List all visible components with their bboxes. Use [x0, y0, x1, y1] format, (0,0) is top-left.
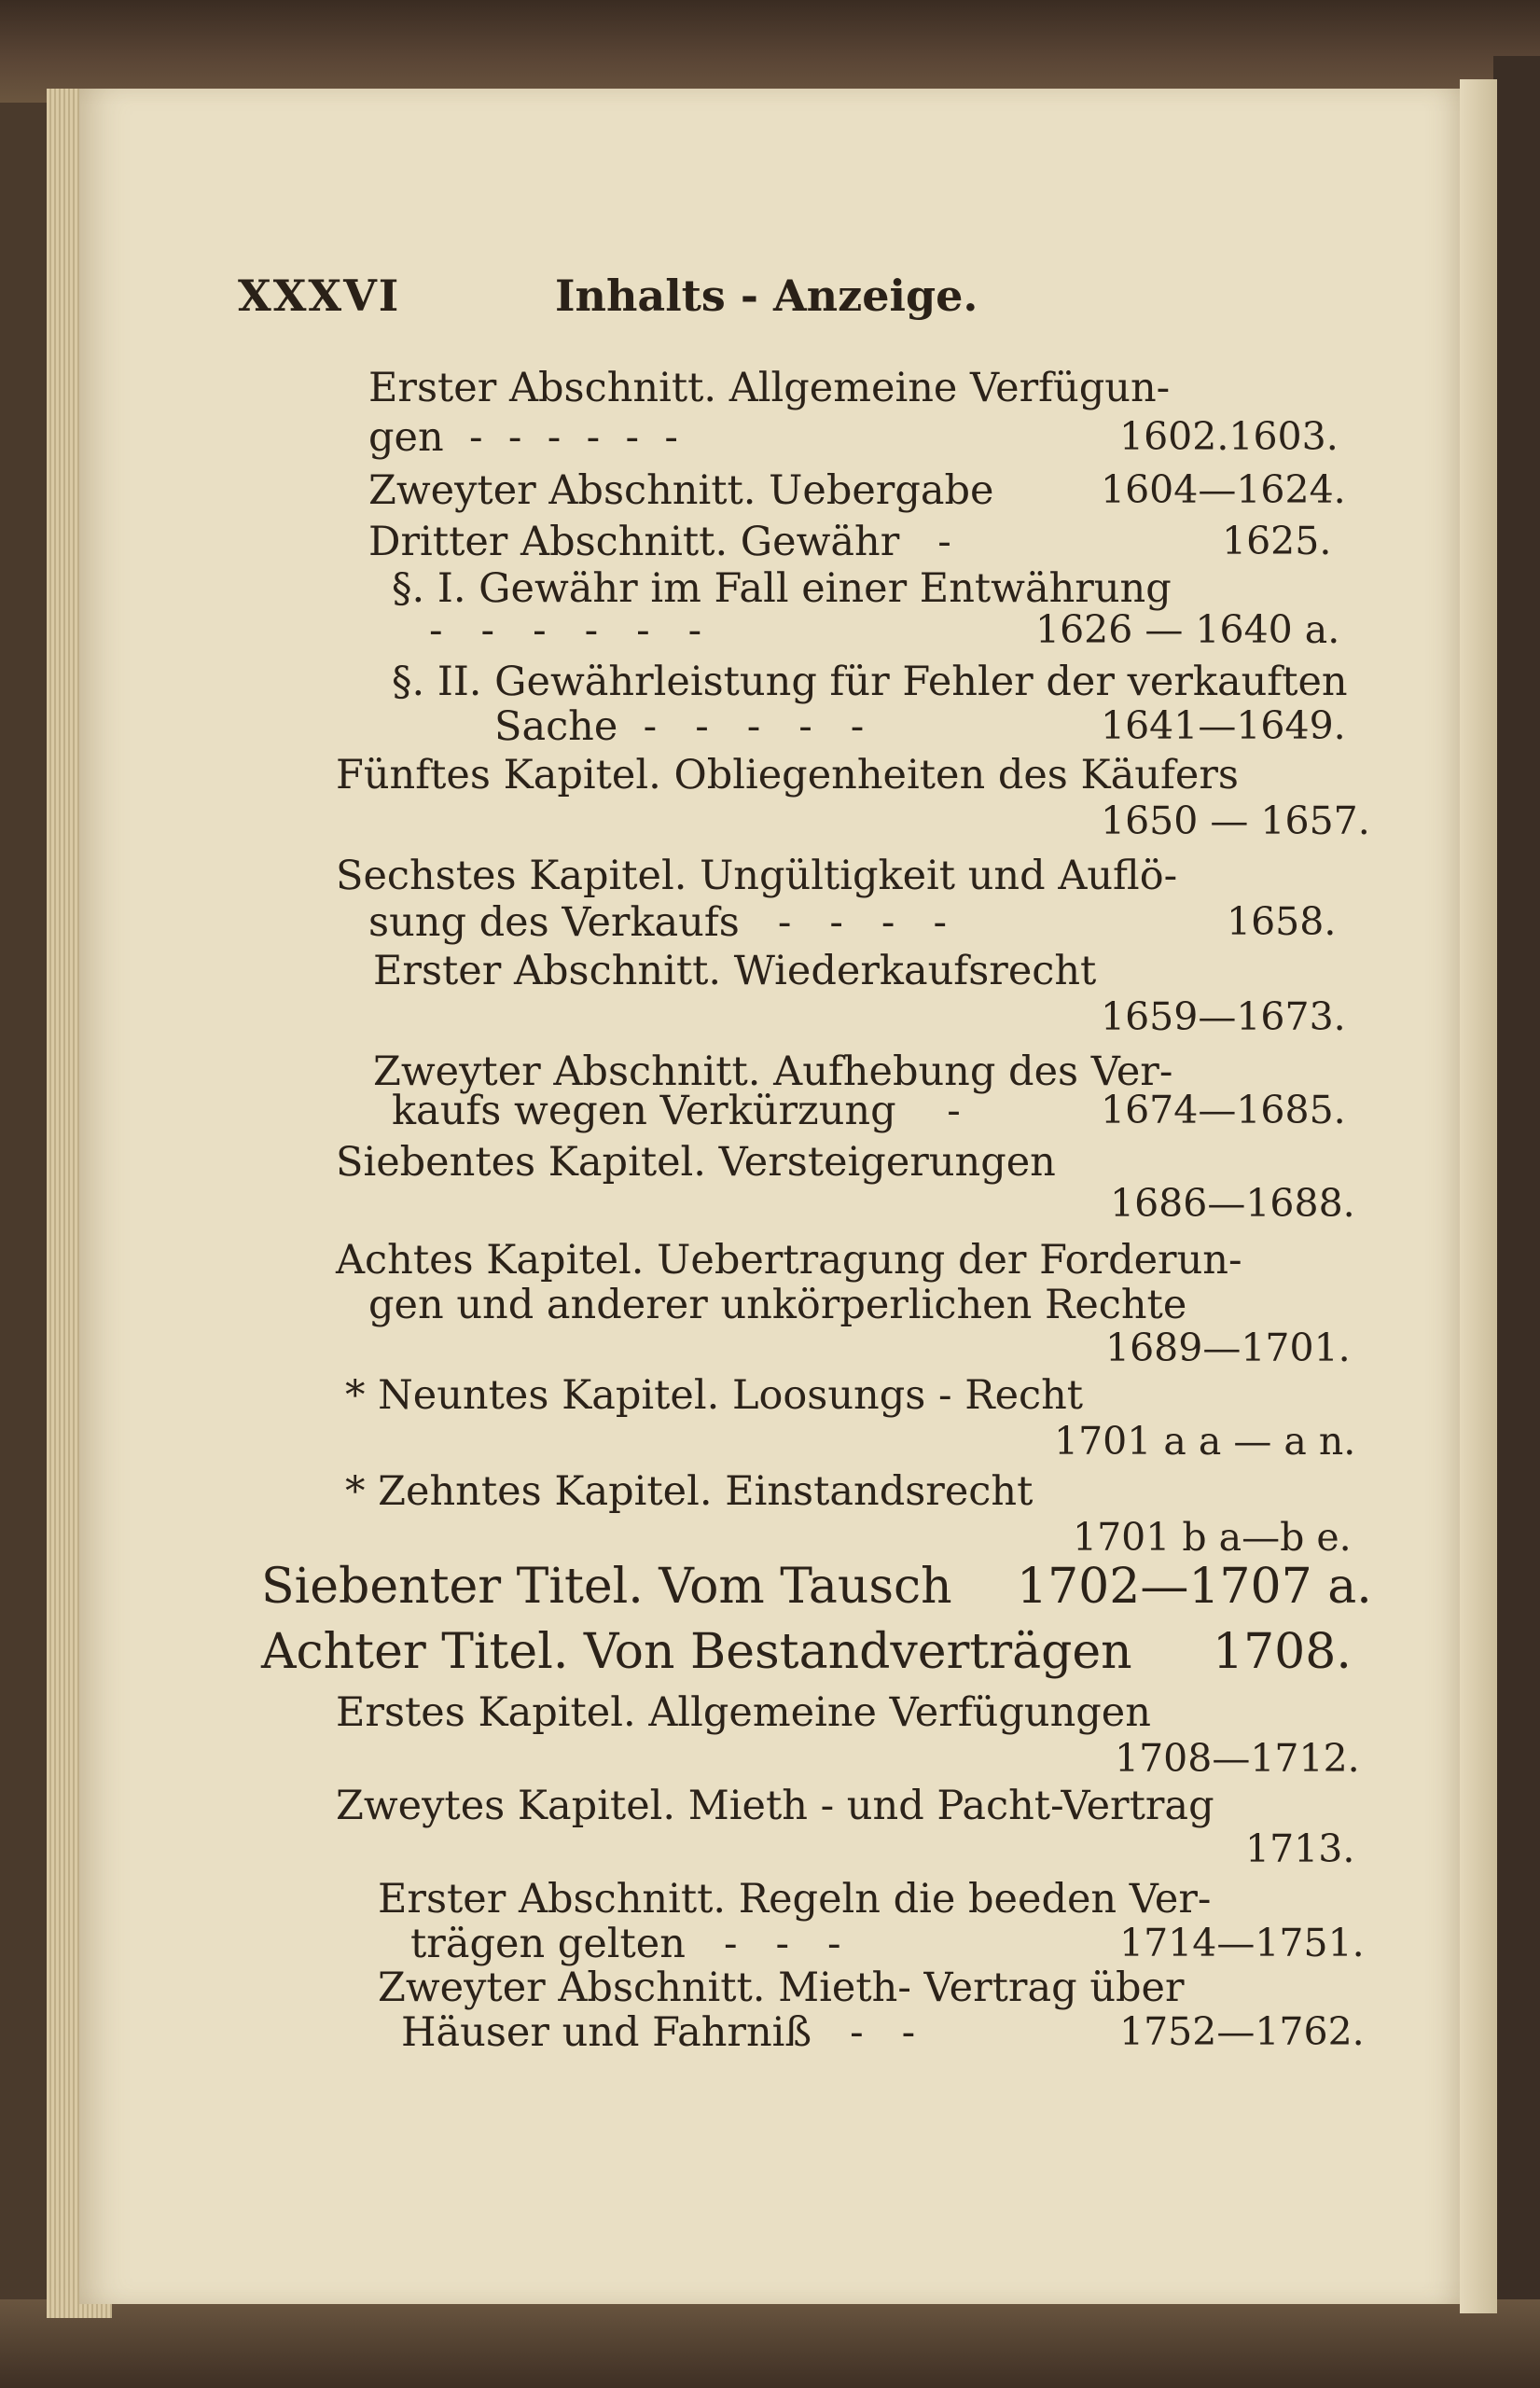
toc-line-8: Sache - - - - - [494, 703, 865, 750]
toc-line-30: Zweytes Kapitel. Mieth - und Pacht-Vertrag [336, 1783, 1214, 1829]
book-cover-right [1493, 56, 1540, 2313]
book-cover-bottom [0, 2299, 1540, 2388]
toc-line-15: Zweyter Abschnitt. Aufhebung des Ver- [373, 1048, 1173, 1095]
toc-line-35: Häuser und Fahrniß - - [401, 2009, 916, 2056]
toc-line-5: §. I. Gewähr im Fall einer Entwährung [392, 565, 1172, 612]
toc-line-7: §. II. Gewährleistung für Fehler der verkauften [392, 659, 1348, 705]
toc-num-18: 1686—1688. [1110, 1181, 1355, 1226]
toc-num-29: 1708—1712. [1115, 1736, 1360, 1781]
toc-line-20: gen und anderer unkörperlichen Rechte [368, 1282, 1187, 1328]
page-header [238, 271, 1357, 326]
toc-num-35: 1752—1762. [1119, 2009, 1365, 2054]
toc-line-27: Achter Titel. Von Bestandverträgen [261, 1624, 1132, 1680]
toc-num-12: 1658. [1227, 899, 1337, 944]
toc-line-32: Erster Abschnitt. Regeln die beeden Ver- [378, 1876, 1212, 1923]
toc-line-19: Achtes Kapitel. Uebertragung der Forderun- [336, 1237, 1242, 1284]
toc-num-6: 1626 — 1640 a. [1035, 607, 1340, 652]
next-page-edge [1460, 79, 1497, 2313]
toc-num-23: 1701 a a — a n. [1054, 1419, 1356, 1464]
toc-num-16: 1674—1685. [1101, 1088, 1346, 1132]
toc-num-33: 1714—1751. [1119, 1921, 1365, 1965]
toc-num-8: 1641—1649. [1101, 703, 1346, 748]
toc-line-13: Erster Abschnitt. Wiederkaufsrecht [373, 948, 1097, 994]
page-title: Inhalts - Anzeige. [555, 271, 978, 321]
toc-line-11: Sechstes Kapitel. Ungültigkeit und Auflö- [336, 853, 1178, 899]
toc-num-21: 1689—1701. [1105, 1326, 1351, 1370]
toc-num-31: 1713. [1245, 1826, 1355, 1871]
toc-line-16: kaufs wegen Verkürzung - [392, 1088, 961, 1134]
book-cover-top [0, 0, 1540, 103]
toc-num-25: 1701 b a—b e. [1073, 1515, 1352, 1560]
toc-num-10: 1650 — 1657. [1101, 798, 1370, 843]
toc-line-12: sung des Verkaufs - - - - [368, 899, 947, 946]
toc-line-1: Erster Abschnitt. Allgemeine Verfügun- [368, 365, 1171, 411]
toc-line-28: Erstes Kapitel. Allgemeine Verfügungen [336, 1689, 1151, 1736]
toc-line-17: Siebentes Kapitel. Versteigerungen [336, 1139, 1056, 1186]
toc-line-33: trägen gelten - - - [410, 1921, 841, 1967]
toc-num-14: 1659—1673. [1101, 994, 1346, 1039]
toc-num-3: 1604—1624. [1101, 467, 1346, 512]
toc-line-24: * Zehntes Kapitel. Einstandsrecht [345, 1468, 1034, 1515]
toc-line-9: Fünftes Kapitel. Obliegenheiten des Käufers [336, 752, 1239, 798]
toc-line-4: Dritter Abschnitt. Gewähr - [368, 519, 951, 565]
toc-line-26: Siebenter Titel. Vom Tausch [261, 1559, 952, 1615]
toc-line-3: Zweyter Abschnitt. Uebergabe [368, 467, 994, 514]
toc-line-22: * Neuntes Kapitel. Loosungs - Recht [345, 1372, 1084, 1419]
toc-num-4: 1625. [1222, 519, 1332, 563]
page-number: XXXVI [238, 271, 401, 321]
toc-num-2: 1602.1603. [1119, 414, 1339, 459]
toc-num-27: 1708. [1213, 1624, 1352, 1680]
toc-line-6: - - - - - - [429, 607, 702, 654]
toc-line-2: gen - - - - - - [368, 414, 678, 461]
toc-line-34: Zweyter Abschnitt. Mieth- Vertrag über [378, 1965, 1185, 2011]
toc-num-26: 1702—1707 a. [1017, 1559, 1372, 1615]
